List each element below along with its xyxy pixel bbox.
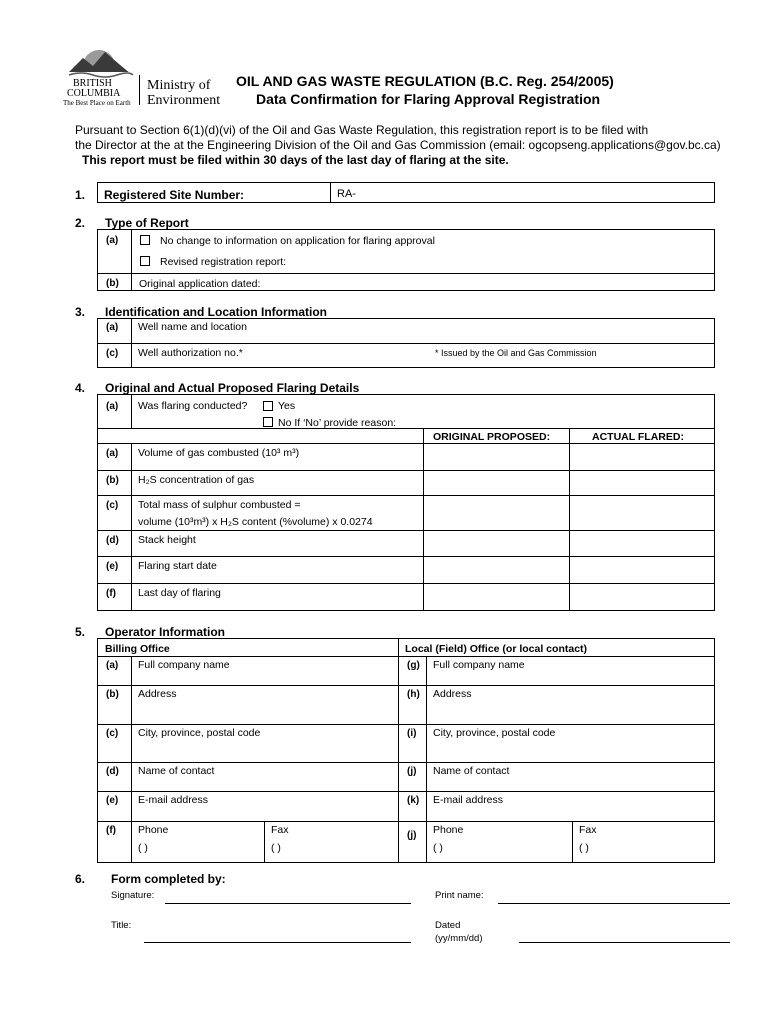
actual-flared-field[interactable]: [570, 444, 714, 469]
original-proposed-field[interactable]: [424, 557, 568, 582]
section-3-heading: Identification and Location Information: [105, 305, 327, 319]
intro-line-3: This report must be filed within 30 days of the last day of flaring at the site.: [82, 153, 509, 167]
print-name-line[interactable]: [498, 903, 730, 904]
original-proposed-field[interactable]: [424, 496, 568, 529]
local-office-label: Local (Field) Office (or local contact): [405, 643, 588, 655]
section-5-number: 5.: [75, 625, 86, 639]
local-row-key: (g): [407, 660, 420, 671]
flaring-row-key: (a): [106, 448, 119, 459]
dated-format-label: (yy/mm/dd): [435, 933, 483, 944]
actual-flared-field[interactable]: [570, 557, 714, 582]
billing-field[interactable]: City, province, postal code: [138, 727, 261, 739]
flaring-row-label: Total mass of sulphur combusted =: [138, 499, 301, 511]
flaring-conducted-question: Was flaring conducted?: [138, 400, 248, 412]
original-proposed-field[interactable]: [424, 471, 568, 494]
flaring-row-key: (d): [106, 535, 119, 546]
title-label: Title:: [111, 920, 132, 931]
flaring-row-label: Volume of gas combusted (10³ m³): [138, 447, 300, 459]
original-proposed-field[interactable]: [424, 444, 568, 469]
report-a-label: (a): [106, 235, 119, 246]
intro-line-2: the Director at the at the Engineering Division of the Oil and Gas Commission (email: ogcopseng.applications@gov.bc.ca): [75, 138, 721, 152]
billing-row-key: (b): [106, 689, 119, 700]
local-row-key: (j): [407, 766, 417, 777]
local-field[interactable]: Full company name: [433, 659, 525, 671]
local-field[interactable]: Address: [433, 688, 472, 700]
billing-row-key: (e): [106, 795, 119, 806]
billing-field[interactable]: Address: [138, 688, 177, 700]
no-change-checkbox[interactable]: [140, 235, 150, 245]
billing-field[interactable]: E-mail address: [138, 794, 209, 806]
actual-flared-field[interactable]: [570, 496, 714, 529]
site-number-label: Registered Site Number:: [104, 188, 245, 202]
flaring-row-key: (c): [106, 500, 119, 511]
logo-text-2: COLUMBIA: [67, 88, 121, 99]
page-subtitle: Data Confirmation for Flaring Approval Registration: [256, 91, 601, 107]
report-b-label: (b): [106, 278, 119, 289]
section-5-heading: Operator Information: [105, 625, 226, 639]
actual-flared-field[interactable]: [570, 584, 714, 610]
flaring-row-label: H₂S concentration of gas: [138, 474, 255, 486]
billing-row-key: (c): [106, 728, 119, 739]
commission-note: * Issued by the Oil and Gas Commission: [435, 348, 597, 358]
no-checkbox[interactable]: [263, 417, 273, 427]
billing-field[interactable]: Phone: [138, 824, 169, 836]
section-6-number: 6.: [75, 872, 86, 886]
fax-field[interactable]: Fax: [271, 824, 289, 836]
well-name-field[interactable]: Well name and location: [138, 321, 247, 333]
sun-mountain-icon: [63, 44, 135, 78]
intro-line-1: Pursuant to Section 6(1)(d)(vi) of the Oil and Gas Waste Regulation, this registration report is to be filed with: [75, 123, 649, 137]
dated-line[interactable]: [519, 942, 730, 943]
flaring-row-label: Stack height: [138, 534, 196, 546]
section-6-heading: Form completed by:: [111, 872, 226, 886]
actual-flared-field[interactable]: [570, 471, 714, 494]
logo-tagline: The Best Place on Earth: [63, 99, 131, 107]
bc-logo: [63, 44, 135, 108]
section-1-number: 1.: [75, 188, 86, 202]
dated-label: Dated: [435, 920, 461, 931]
conducted-a-label: (a): [106, 401, 119, 412]
revised-report-label: Revised registration report:: [160, 256, 287, 268]
original-proposed-field[interactable]: [424, 584, 568, 610]
original-proposed-header: ORIGINAL PROPOSED:: [433, 431, 551, 443]
local-row-key: (i): [407, 728, 417, 739]
operator-info-box: [97, 638, 715, 863]
original-proposed-field[interactable]: [424, 531, 568, 555]
logo-divider: [139, 75, 140, 105]
signature-label: Signature:: [111, 890, 155, 901]
actual-flared-header: ACTUAL FLARED:: [592, 431, 684, 443]
phone-area-code[interactable]: ( ): [433, 842, 443, 854]
revised-report-checkbox[interactable]: [140, 256, 150, 266]
yes-checkbox[interactable]: [263, 401, 273, 411]
local-field[interactable]: E-mail address: [433, 794, 504, 806]
signature-line[interactable]: [165, 903, 411, 904]
billing-row-key: (d): [106, 766, 119, 777]
fax-area-code[interactable]: ( ): [579, 842, 589, 854]
billing-office-label: Billing Office: [105, 643, 170, 655]
title-line[interactable]: [144, 942, 411, 943]
section-3-number: 3.: [75, 305, 86, 319]
flaring-row-key: (f): [106, 588, 116, 599]
flaring-row-formula: volume (10³m³) x H₂S content (%volume) x 0.0274: [138, 516, 373, 528]
fax-field[interactable]: Fax: [579, 824, 597, 836]
phone-area-code[interactable]: ( ): [138, 842, 148, 854]
section-2-heading: Type of Report: [105, 216, 189, 230]
fax-area-code[interactable]: ( ): [271, 842, 281, 854]
section-4-number: 4.: [75, 381, 86, 395]
flaring-row-key: (b): [106, 475, 119, 486]
local-row-key: (j): [407, 830, 417, 841]
no-reason-label[interactable]: No If ‘No’ provide reason:: [278, 417, 397, 429]
section-2-number: 2.: [75, 216, 86, 230]
section-4-heading: Original and Actual Proposed Flaring Details: [105, 381, 360, 395]
ministry-line-1: Ministry of: [147, 78, 211, 93]
ministry-line-2: Environment: [147, 93, 221, 108]
actual-flared-field[interactable]: [570, 531, 714, 555]
flaring-row-label: Last day of flaring: [138, 587, 221, 599]
billing-field[interactable]: Full company name: [138, 659, 230, 671]
print-name-label: Print name:: [435, 890, 484, 901]
local-field[interactable]: City, province, postal code: [433, 727, 556, 739]
local-field[interactable]: Name of contact: [433, 765, 510, 777]
well-authorization-field[interactable]: Well authorization no.*: [138, 347, 243, 359]
logo-text-1: BRITISH: [73, 78, 112, 89]
billing-row-key: (a): [106, 660, 119, 671]
id-a-label: (a): [106, 322, 119, 333]
local-row-key: (h): [407, 689, 420, 700]
flaring-row-label: Flaring start date: [138, 560, 217, 572]
page-title: OIL AND GAS WASTE REGULATION (B.C. Reg. 254/2005): [236, 73, 614, 89]
no-change-label: No change to information on application for flaring approval: [160, 235, 435, 247]
local-row-key: (k): [407, 795, 420, 806]
id-c-label: (c): [106, 348, 119, 359]
flaring-row-key: (e): [106, 561, 119, 572]
site-number-field[interactable]: RA-: [337, 188, 356, 200]
original-application-dated[interactable]: Original application dated:: [139, 278, 261, 290]
billing-row-key: (f): [106, 825, 116, 836]
local-field[interactable]: Phone: [433, 824, 464, 836]
billing-field[interactable]: Name of contact: [138, 765, 215, 777]
yes-label: Yes: [278, 400, 296, 412]
